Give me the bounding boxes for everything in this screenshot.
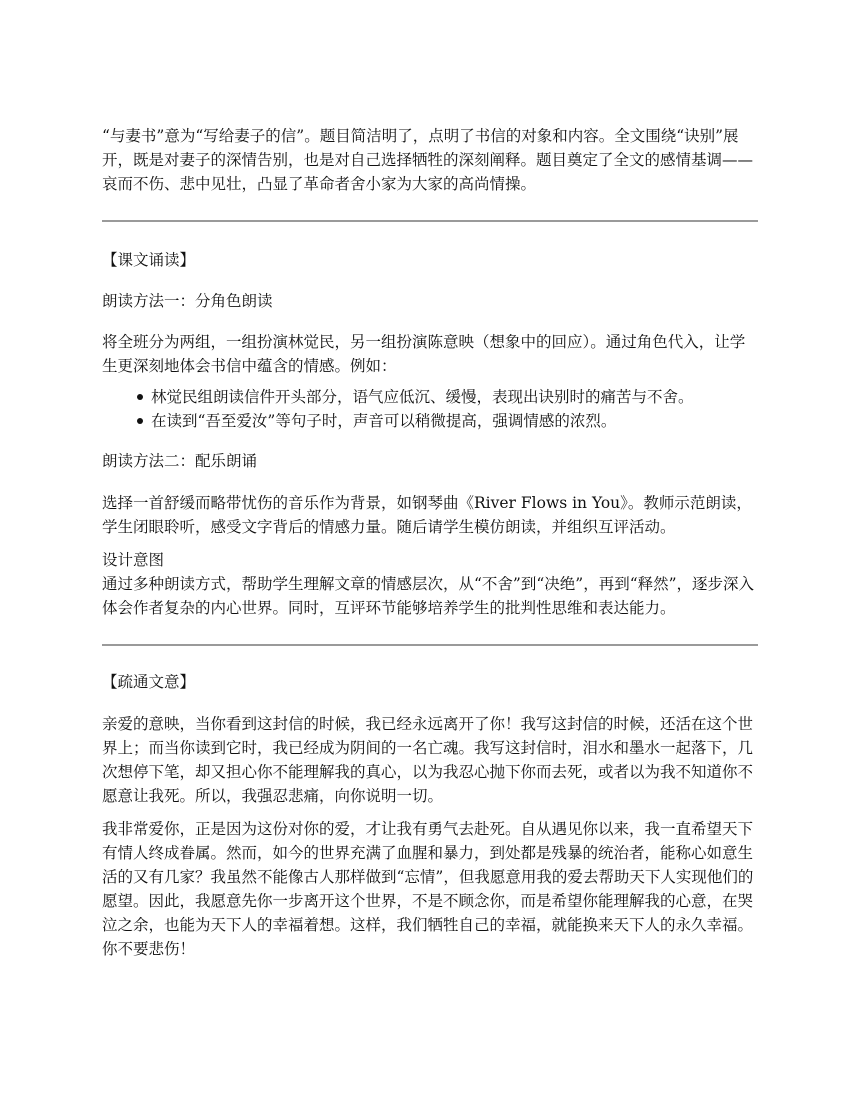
meaning-heading: 【疏通文意】: [102, 673, 196, 691]
method2-title: 朗读方法二：配乐朗诵: [102, 452, 258, 470]
method2-paragraph: 选择一首舒缓而略带忧伤的音乐作为背景，如钢琴曲《River Flows in You》。教师示范朗读，学生闭眼聆听，感受文字背后的情感力量。随后请学生模仿朗读，并组织互评活动。: [102, 494, 752, 536]
bullet-icon: [137, 394, 143, 400]
bullet-icon: [137, 418, 143, 424]
method1-title: 朗读方法一：分角色朗读: [102, 292, 273, 310]
section-divider: [102, 644, 758, 646]
meaning-paragraph-1: 亲爱的意映，当你看到这封信的时候，我已经永远离开了你！我写这封信的时候，还活在这个世界上；而当你读到它时，我已经成为阴间的一名亡魂。我写这封信时，泪水和墨水一起落下，几次想停下笔，却又担心你不能理解我的真心，以为我忍心抛下你而去死，或者以为我不知道你不愿意让我死。所以，我强忍悲痛，向你说明一切。: [102, 715, 754, 805]
section-divider: [102, 220, 758, 222]
meaning-paragraph-2: 我非常爱你，正是因为这份对你的爱，才让我有勇气去赴死。自从遇见你以来，我一直希望天下有情人终成眷属。然而，如今的世界充满了血腥和暴力，到处都是残暴的统治者，能称心如意生活的又有几家？我虽然不能像古人那样做到“忘情”，但我愿意用我的爱去帮助天下人实现他们的愿望。因此，我愿意先你一步离开这个世界，不是不顾念你，而是希望你能理解我的心意，在哭泣之余，也能为天下人的幸福着想。这样，我们牺牲自己的幸福，就能换来天下人的永久幸福。你不要悲伤！: [102, 820, 754, 958]
list-item: 在读到“吾至爱汝”等句子时，声音可以稍微提高，强调情感的浓烈。: [137, 409, 758, 433]
reading-bullet-list: [102, 385, 758, 433]
design-intent-paragraph: 通过多种朗读方式，帮助学生理解文章的情感层次，从“不舍”到“决绝”，再到“释然”，逐步深入体会作者复杂的内心世界。同时，互评环节能够培养学生的批判性思维和表达能力。: [102, 575, 755, 617]
document-page: [102, 124, 758, 961]
design-intent-title: 设计意图: [102, 551, 165, 569]
list-item: 林觉民组朗读信件开头部分，语气应低沉、缓慢，表现出诀别时的痛苦与不舍。: [137, 385, 758, 409]
intro-paragraph: “与妻书”意为“写给妻子的信”。题目简洁明了，点明了书信的对象和内容。全文围绕“诀别”展开，既是对妻子的深情告别，也是对自己选择牺牲的深刻阐释。题目奠定了全文的感情基调——哀而不伤、悲中见壮，凸显了革命者舍小家为大家的高尚情操。: [102, 127, 754, 193]
reading-heading: 【课文诵读】: [102, 251, 196, 269]
method1-paragraph: 将全班分为两组，一组扮演林觉民，另一组扮演陈意映（想象中的回应）。通过角色代入，让学生更深刻地体会书信中蕴含的情感。例如：: [102, 333, 746, 375]
